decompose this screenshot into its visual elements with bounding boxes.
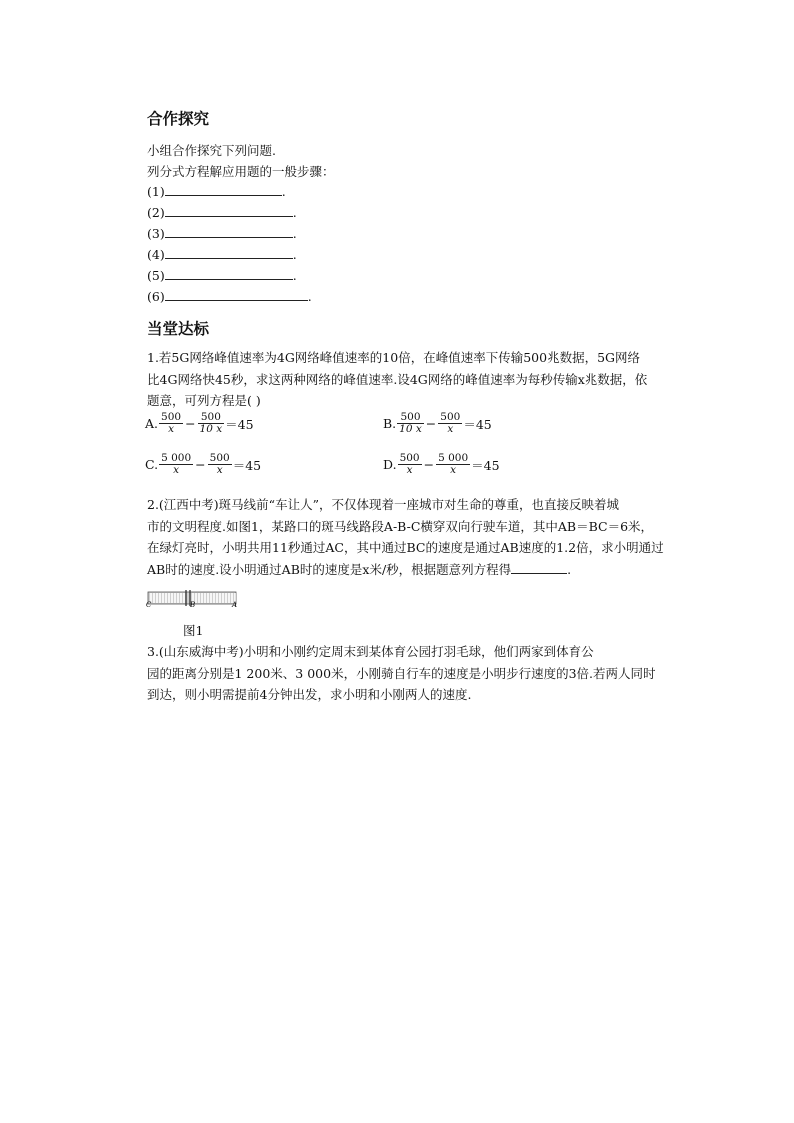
denominator: 10 x xyxy=(399,423,422,435)
fraction xyxy=(159,453,193,476)
section-heading-in-class-test: 当堂达标 xyxy=(147,320,210,338)
step-label: (3) xyxy=(147,226,165,241)
q1-line-3: 题意，可列方程是( ) xyxy=(147,393,261,408)
numerator: 500 xyxy=(209,452,230,464)
step-end: . xyxy=(281,184,286,199)
step-1 xyxy=(147,183,286,199)
step-label: (2) xyxy=(147,205,165,220)
point-a-label: A xyxy=(232,601,238,609)
q2-line-2: 市的文明程度.如图1，某路口的斑马线路段A-B-C横穿双向行驶车道，其中AB＝BC＝6米， xyxy=(147,519,654,534)
crosswalk-figure xyxy=(144,588,242,612)
denominator: x xyxy=(216,464,223,476)
point-b-label: B xyxy=(190,601,196,609)
step-end: . xyxy=(292,247,297,262)
option-label: A. xyxy=(145,416,159,431)
fraction xyxy=(398,453,422,476)
step-end: . xyxy=(307,289,312,304)
fraction xyxy=(198,412,225,435)
step-label: (5) xyxy=(147,268,165,283)
q1-option-d[interactable] xyxy=(383,453,500,476)
q2-line-4 xyxy=(147,560,571,578)
minus-sign: − xyxy=(425,416,437,431)
step-label: (6) xyxy=(147,289,165,304)
fraction xyxy=(397,412,424,435)
denominator: x xyxy=(173,464,180,476)
q2-end: . xyxy=(567,562,572,577)
denominator: x xyxy=(406,464,413,476)
numerator: 500 xyxy=(198,412,225,424)
step-label: (1) xyxy=(147,184,165,199)
q2-line-4-text: AB时的速度.设小明通过AB时的速度是x米/秒，根据题意列方程得 xyxy=(147,562,512,577)
numerator: 500 xyxy=(440,411,461,423)
q1-option-b[interactable] xyxy=(383,412,492,435)
intro-text: 小组合作探究下列问题. xyxy=(147,143,276,158)
q3-line-2: 园的距离分别是1 200米、3 000米，小刚骑自行车的速度是小明步行速度的3倍.若两人同时 xyxy=(147,666,656,681)
equation-rhs: ＝45 xyxy=(232,457,262,473)
q1-option-c[interactable] xyxy=(145,453,261,476)
numerator: 5 000 xyxy=(438,452,469,464)
step-label: (4) xyxy=(147,247,165,262)
option-label: C. xyxy=(145,457,159,472)
step-2 xyxy=(147,204,297,220)
step-1-blank[interactable] xyxy=(165,183,282,196)
numerator: 500 xyxy=(397,412,424,424)
step-4 xyxy=(147,246,297,262)
numerator: 5 000 xyxy=(161,452,192,464)
step-4-blank[interactable] xyxy=(165,246,293,259)
step-5-blank[interactable] xyxy=(165,267,293,280)
q1-option-a[interactable] xyxy=(145,412,254,435)
q1-line-2: 比4G网络快45秒，求这两种网络的峰值速率.设4G网络的峰值速率为每秒传输x兆数据，依 xyxy=(147,372,648,387)
step-3 xyxy=(147,225,297,241)
section-heading-cooperative-inquiry: 合作探究 xyxy=(147,110,210,128)
fraction xyxy=(159,412,183,435)
step-5 xyxy=(147,267,297,283)
equation-rhs: ＝45 xyxy=(471,457,500,473)
option-label: D. xyxy=(383,457,397,472)
step-3-blank[interactable] xyxy=(165,225,293,238)
q3-line-1: 3.(山东威海中考)小明和小刚约定周末到某体育公园打羽毛球，他们两家到体育公 xyxy=(147,644,594,659)
denominator: 10 x xyxy=(199,423,223,435)
q1-line-1: 1.若5G网络峰值速率为4G网络峰值速率的10倍，在峰值速率下传输500兆数据，5G网络 xyxy=(147,350,641,365)
q2-answer-blank[interactable] xyxy=(511,561,567,574)
equation-rhs: ＝45 xyxy=(463,416,492,432)
denominator: x xyxy=(450,464,457,476)
numerator: 500 xyxy=(161,411,182,423)
step-6 xyxy=(147,288,312,304)
minus-sign: − xyxy=(195,457,206,472)
q2-line-1: 2.(江西中考)斑马线前“车让人”，不仅体现着一座城市对生命的尊重，也直接反映着城 xyxy=(147,497,619,512)
step-end: . xyxy=(292,226,297,241)
point-c-label: C xyxy=(146,601,152,609)
fraction xyxy=(208,453,232,476)
option-label: B. xyxy=(383,416,397,431)
step-end: . xyxy=(292,205,297,220)
fraction xyxy=(438,412,462,435)
steps-prompt: 列分式方程解应用题的一般步骤： xyxy=(147,164,335,179)
fraction xyxy=(436,453,470,476)
denominator: x xyxy=(168,423,174,435)
step-end: . xyxy=(292,268,297,283)
q3-line-3: 到达，则小明需提前4分钟出发，求小明和小刚两人的速度. xyxy=(147,687,472,702)
minus-sign: − xyxy=(185,416,196,431)
minus-sign: − xyxy=(423,457,435,472)
equation-rhs: ＝45 xyxy=(225,416,254,432)
step-2-blank[interactable] xyxy=(165,204,293,217)
numerator: 500 xyxy=(399,452,420,464)
figure-caption: 图1 xyxy=(183,623,204,638)
step-6-blank[interactable] xyxy=(165,288,308,301)
denominator: x xyxy=(447,423,454,435)
q2-line-3: 在绿灯亮时，小明共用11秒通过AC，其中通过BC的速度是通过AB速度的1.2倍，求小明通过 xyxy=(147,540,664,555)
